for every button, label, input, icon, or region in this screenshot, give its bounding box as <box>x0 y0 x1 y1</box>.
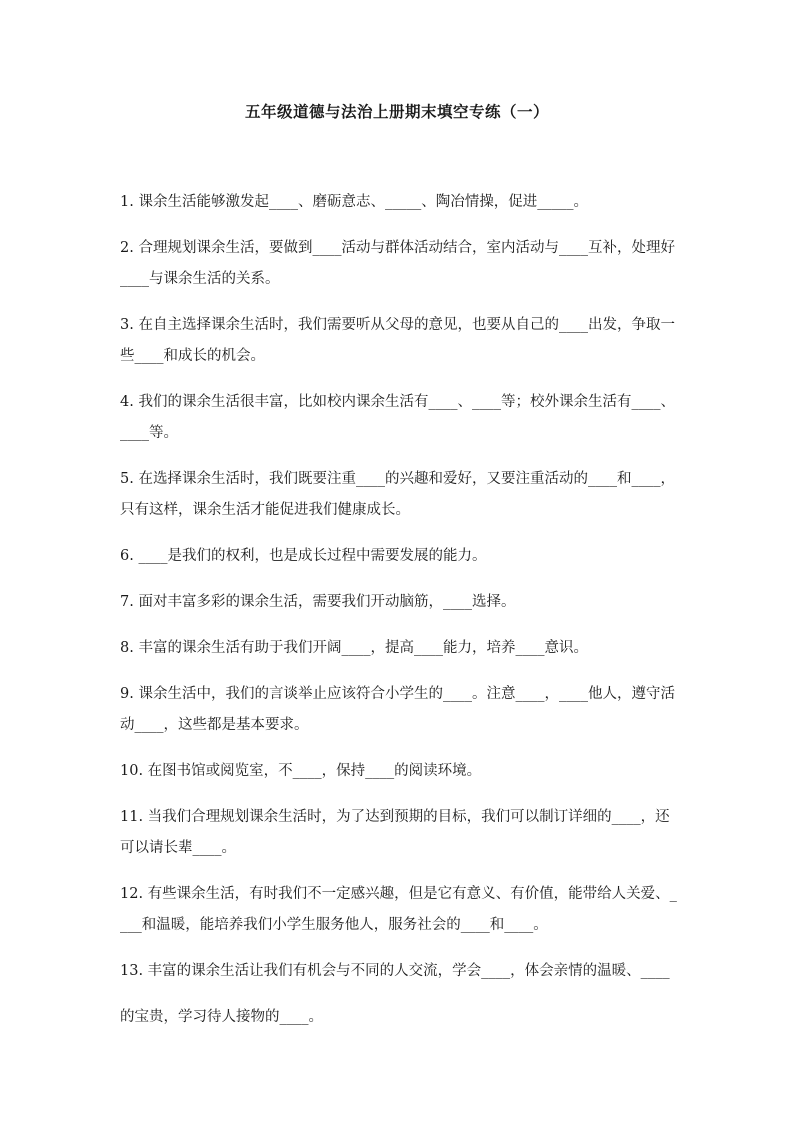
question-item-7: 7. 面对丰富多彩的课余生活，需要我们开动脑筋，____选择。 <box>120 594 516 610</box>
question-list <box>120 187 680 1055</box>
question-item-3: 3. 在自主选择课余生活时，我们需要听从父母的意见，也要从自己的____出发，争取一些____和成长的机会。 <box>120 317 675 364</box>
question-item-11: 11. 当我们合理规划课余生活时，为了达到预期的目标，我们可以制订详细的____，还可以请长辈____。 <box>120 809 670 856</box>
question-item-13: 13. 丰富的课余生活让我们有机会与不同的人交流，学会____，体会亲情的温暖、____的宝贵，学习待人接物的____。 <box>120 963 670 1025</box>
question-item-10: 10. 在图书馆或阅览室，不____，保持____的阅读环境。 <box>120 763 482 779</box>
question-item-5: 5. 在选择课余生活时，我们既要注重____的兴趣和爱好，又要注重活动的____和____，只有这样，课余生活才能促进我们健康成长。 <box>120 471 675 518</box>
page-title: 五年级道德与法治上册期末填空专练（一） <box>244 102 549 121</box>
question-item-12: 12. 有些课余生活，有时我们不一定感兴趣，但是它有意义、有价值，能带给人关爱、____和温暖，能培养我们小学生服务他人，服务社会的____和____。 <box>120 886 677 933</box>
question-item-9: 9. 课余生活中，我们的言谈举止应该符合小学生的____。注意____，____他人，遵守活动____，这些都是基本要求。 <box>120 686 675 733</box>
question-item-4: 4. 我们的课余生活很丰富，比如校内课余生活有____、____等；校外课余生活有____、____等。 <box>120 394 675 441</box>
question-item-8: 8. 丰富的课余生活有助于我们开阔____，提高____能力，培养____意识。 <box>120 640 588 656</box>
question-item-6: 6. ____是我们的权利，也是成长过程中需要发展的能力。 <box>120 548 487 564</box>
question-item-2: 2. 合理规划课余生活，要做到____活动与群体活动结合，室内活动与____互补，处理好____与课余生活的关系。 <box>120 240 675 287</box>
question-item-1: 1. 课余生活能够激发起____、磨砺意志、_____、陶冶情操，促进_____。 <box>120 194 588 210</box>
